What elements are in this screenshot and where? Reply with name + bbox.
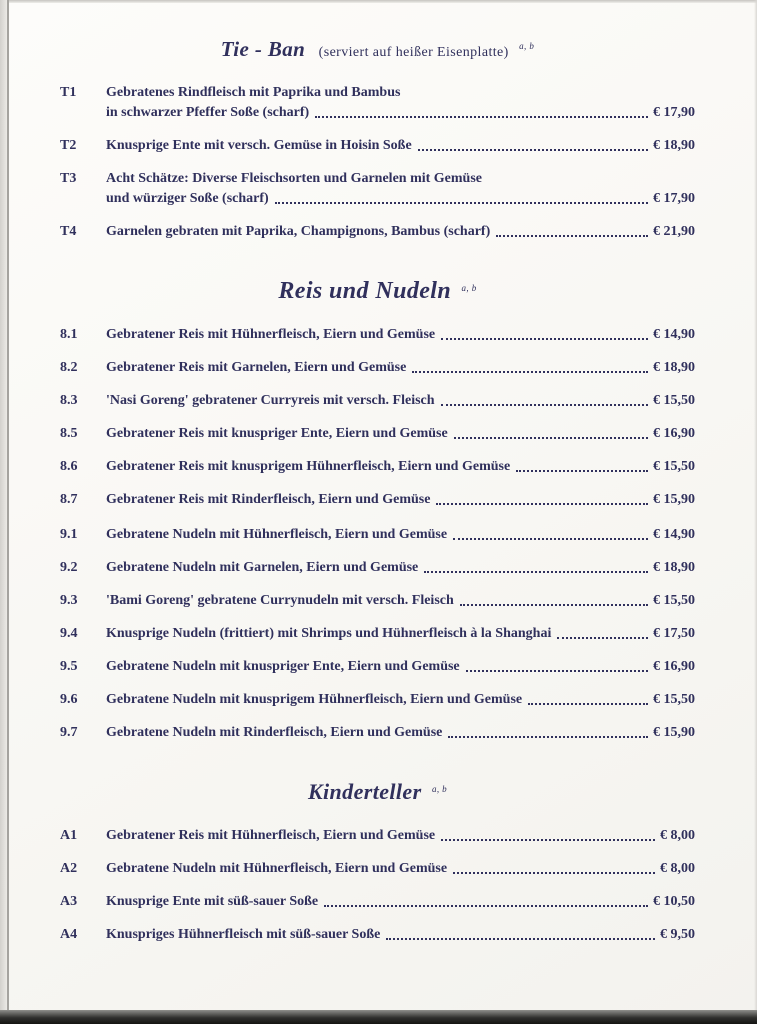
item-price: € 17,90 [653, 191, 695, 206]
item-description [106, 424, 695, 444]
item-price: € 21,90 [653, 224, 695, 239]
section-title [60, 36, 695, 63]
item-description [106, 83, 695, 123]
item-price: € 16,90 [653, 659, 695, 674]
menu-section [60, 36, 695, 242]
item-text-line: Acht Schätze: Diverse Fleischsorten und Garnelen mit Gemüse [106, 171, 482, 186]
item-text: Gebratene Nudeln mit Garnelen, Eiern und Gemüse [106, 560, 419, 575]
item-text: Gebratener Reis mit Garnelen, Eiern und Gemüse [106, 360, 407, 375]
item-last-line [106, 525, 695, 545]
section-footnote: a, b [519, 41, 535, 51]
item-text: Gebratene Nudeln mit Rinderfleisch, Eiern und Gemüse [106, 725, 443, 740]
section-title-text: Tie - Ban [220, 37, 306, 61]
item-text: Knusprige Ente mit versch. Gemüse in Hoisin Soße [106, 138, 412, 153]
item-text: Gebratener Reis mit Hühnerfleisch, Eiern und Gemüse [106, 327, 436, 342]
menu-item [60, 925, 695, 945]
item-description [106, 457, 695, 477]
item-price: € 15,90 [653, 725, 695, 740]
item-description [106, 591, 695, 611]
dotted-leader [460, 604, 648, 606]
item-code: 8.7 [60, 492, 78, 507]
item-description [106, 222, 695, 242]
section-title [60, 779, 695, 806]
menu-item [60, 222, 695, 242]
item-price: € 18,90 [653, 560, 695, 575]
item-text: 'Nasi Goreng' gebratener Curryreis mit versch. Fleisch [106, 393, 435, 408]
item-last-line [106, 103, 695, 123]
item-last-line [106, 490, 695, 510]
item-last-line [106, 859, 695, 879]
item-description [106, 690, 695, 710]
item-code: 9.4 [60, 626, 78, 641]
item-price: € 15,50 [653, 593, 695, 608]
item-price: € 10,50 [653, 894, 695, 909]
item-last-line [106, 222, 695, 242]
dotted-leader [466, 670, 648, 672]
item-price: € 17,50 [653, 626, 695, 641]
item-last-line [106, 925, 695, 945]
item-code: 9.2 [60, 560, 78, 575]
item-code: 9.5 [60, 659, 78, 674]
dotted-leader [315, 116, 648, 118]
menu-item [60, 826, 695, 846]
item-code: 9.7 [60, 725, 78, 740]
item-description [106, 925, 695, 945]
section-groups [60, 83, 695, 242]
item-price: € 14,90 [653, 527, 695, 542]
dotted-leader [441, 338, 648, 340]
section-subtitle: (serviert auf heißer Eisenplatte) [318, 45, 509, 60]
item-text: Knuspriges Hühnerfleisch mit süß-sauer Soße [106, 927, 381, 942]
dotted-leader [453, 872, 655, 874]
section-footnote: a, b [461, 283, 477, 293]
item-price: € 15,50 [653, 692, 695, 707]
item-price: € 18,90 [653, 138, 695, 153]
section-title-text: Reis und Nudeln [278, 278, 452, 304]
dotted-leader [496, 235, 648, 237]
item-description [106, 892, 695, 912]
menu-section [60, 278, 695, 743]
item-last-line [106, 892, 695, 912]
item-code: A1 [60, 828, 78, 843]
item-description [106, 169, 695, 209]
photo-edge-bottom [0, 1010, 757, 1024]
item-description [106, 558, 695, 578]
item-code: T2 [60, 138, 77, 153]
section-groups [60, 325, 695, 743]
item-price: € 9,50 [660, 927, 695, 942]
item-code: 9.3 [60, 593, 78, 608]
menu-item [60, 690, 695, 710]
item-price: € 18,90 [653, 360, 695, 375]
dotted-leader [441, 404, 648, 406]
item-description [106, 391, 695, 411]
item-text: Garnelen gebraten mit Paprika, Champignons, Bambus (scharf) [106, 224, 491, 239]
menu-item-group [60, 525, 695, 743]
dotted-leader [557, 637, 648, 639]
item-code: A3 [60, 894, 78, 909]
menu-item [60, 136, 695, 156]
item-last-line [106, 690, 695, 710]
dotted-leader [441, 839, 655, 841]
item-last-line [106, 358, 695, 378]
dotted-leader [418, 149, 648, 151]
menu-section [60, 779, 695, 945]
dotted-leader [453, 538, 648, 540]
section-groups [60, 826, 695, 945]
item-code: 9.6 [60, 692, 78, 707]
item-text: Knusprige Ente mit süß-sauer Soße [106, 894, 319, 909]
item-code: 9.1 [60, 527, 78, 542]
item-last-line [106, 325, 695, 345]
item-text: Gebratene Nudeln mit knusprigem Hühnerfleisch, Eiern und Gemüse [106, 692, 523, 707]
item-description [106, 325, 695, 345]
item-last-line [106, 826, 695, 846]
item-code: T4 [60, 224, 77, 239]
item-code: T3 [60, 171, 77, 186]
item-code: 8.3 [60, 393, 78, 408]
item-text: Gebratener Reis mit knuspriger Ente, Eiern und Gemüse [106, 426, 448, 441]
item-description [106, 490, 695, 510]
item-description [106, 525, 695, 545]
dotted-leader [424, 571, 648, 573]
item-code: 8.2 [60, 360, 78, 375]
menu-item [60, 490, 695, 510]
item-code: A2 [60, 861, 78, 876]
dotted-leader [436, 503, 648, 505]
item-last-line [106, 391, 695, 411]
dotted-leader [454, 437, 648, 439]
dotted-leader [412, 371, 648, 373]
item-description [106, 657, 695, 677]
item-last-line [106, 624, 695, 644]
item-last-line [106, 189, 695, 209]
menu-item [60, 169, 695, 209]
item-price: € 16,90 [653, 426, 695, 441]
item-last-line [106, 136, 695, 156]
section-footnote: a, b [431, 784, 448, 794]
item-code: T1 [60, 85, 77, 100]
item-description [106, 624, 695, 644]
menu-item [60, 325, 695, 345]
item-text: Gebratener Reis mit Rinderfleisch, Eiern und Gemüse [106, 492, 431, 507]
dotted-leader [324, 905, 648, 907]
item-text-line: Gebratenes Rindfleisch mit Paprika und Bambus [106, 85, 401, 100]
item-description [106, 358, 695, 378]
item-code: 8.6 [60, 459, 78, 474]
item-price: € 14,90 [653, 327, 695, 342]
item-text: Gebratener Reis mit knusprigem Hühnerfleisch, Eiern und Gemüse [106, 459, 511, 474]
menu-item [60, 525, 695, 545]
dotted-leader [528, 703, 648, 705]
dotted-leader [516, 470, 648, 472]
menu-item [60, 892, 695, 912]
dotted-leader [386, 938, 655, 940]
item-price: € 17,90 [653, 105, 695, 120]
item-price: € 8,00 [660, 861, 695, 876]
item-last-line [106, 657, 695, 677]
menu-item-group [60, 83, 695, 242]
section-title [60, 278, 695, 305]
section-title-text: Kinderteller [307, 779, 422, 804]
menu-item [60, 723, 695, 743]
item-text: Gebratene Nudeln mit Hühnerfleisch, Eiern und Gemüse [106, 527, 448, 542]
menu-item [60, 391, 695, 411]
menu-item-group [60, 325, 695, 510]
dotted-leader [275, 202, 648, 204]
item-code: 8.5 [60, 426, 78, 441]
menu-item-group [60, 826, 695, 945]
item-price: € 15,50 [653, 459, 695, 474]
menu-item [60, 424, 695, 444]
menu-item [60, 859, 695, 879]
item-description [106, 723, 695, 743]
item-text: Knusprige Nudeln (frittiert) mit Shrimps und Hühnerfleisch à la Shanghai [106, 626, 552, 641]
item-last-line [106, 424, 695, 444]
item-last-line [106, 457, 695, 477]
menu-item [60, 558, 695, 578]
item-text: Gebratene Nudeln mit Hühnerfleisch, Eiern und Gemüse [106, 861, 448, 876]
item-text: in schwarzer Pfeffer Soße (scharf) [106, 105, 310, 120]
menu-item [60, 358, 695, 378]
item-text: Gebratene Nudeln mit knuspriger Ente, Eiern und Gemüse [106, 659, 460, 674]
item-last-line [106, 558, 695, 578]
item-last-line [106, 723, 695, 743]
item-description [106, 826, 695, 846]
item-description [106, 136, 695, 156]
menu-item [60, 591, 695, 611]
menu-item [60, 83, 695, 123]
item-text: und würziger Soße (scharf) [106, 191, 269, 206]
menu-item [60, 457, 695, 477]
item-text: Gebratener Reis mit Hühnerfleisch, Eiern und Gemüse [106, 828, 436, 843]
item-last-line [106, 591, 695, 611]
item-price: € 15,90 [653, 492, 695, 507]
item-price: € 15,50 [653, 393, 695, 408]
item-code: A4 [60, 927, 78, 942]
item-description [106, 859, 695, 879]
item-price: € 8,00 [660, 828, 695, 843]
dotted-leader [448, 736, 648, 738]
menu-item [60, 657, 695, 677]
item-code: 8.1 [60, 327, 78, 342]
item-text: 'Bami Goreng' gebratene Currynudeln mit versch. Fleisch [106, 593, 454, 608]
menu-item [60, 624, 695, 644]
